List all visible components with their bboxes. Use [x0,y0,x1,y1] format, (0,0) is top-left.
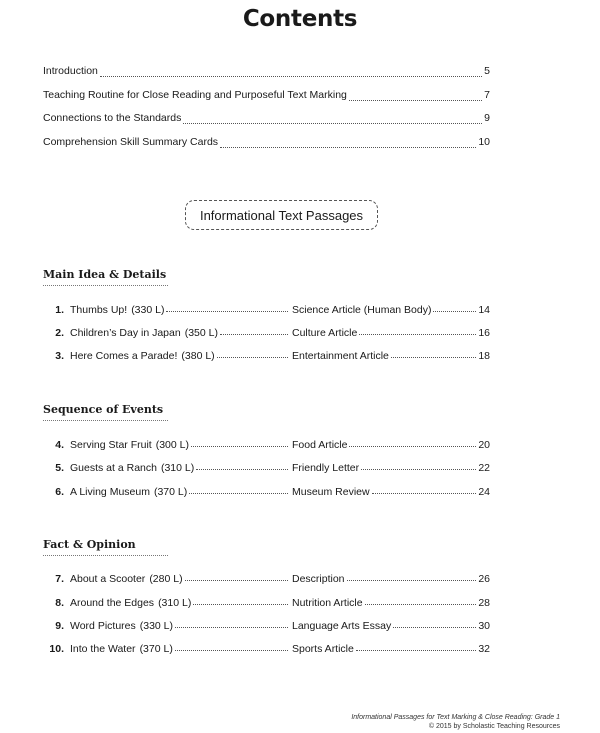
dot-leader [185,580,288,581]
entry-title: A Living Museum [70,486,150,498]
entry-genre: Friendly Letter [292,462,360,474]
dot-leader [372,493,477,494]
entry-title: Guests at a Ranch [70,462,157,474]
dot-leader [361,469,476,470]
dot-leader [349,100,482,101]
entry-number: 1. [55,304,64,316]
toc-page: 5 [484,65,490,77]
entry-title: Children’s Day in Japan [70,327,181,339]
entry-title: About a Scooter [70,573,146,585]
entry-title: Here Comes a Parade! [70,350,178,362]
entry-lexile: (300 L) [155,439,189,451]
entry-number: 6. [55,486,64,498]
entry-genre: Food Article [292,439,348,451]
entry-lexile: (370 L) [139,643,173,655]
section-heading-fact-opinion: Fact & Opinion [43,538,168,556]
entry-page: 18 [478,350,490,362]
toc-label: Introduction [43,65,98,77]
dot-leader [393,627,476,628]
dot-leader [217,357,288,358]
dot-leader [175,627,288,628]
dot-leader [191,446,288,447]
dot-leader [183,123,482,124]
passage-entry[interactable] [43,597,490,613]
entry-page: 26 [478,573,490,585]
entry-lexile: (310 L) [158,597,192,609]
entry-number: 8. [55,597,64,609]
entry-title: Serving Star Fruit [70,439,152,451]
dot-leader [189,493,288,494]
entry-title: Thumbs Up! [70,304,128,316]
entry-number: 5. [55,462,64,474]
dot-leader [166,311,288,312]
toc-label: Teaching Routine for Close Reading and Purposeful Text Marking [43,89,347,101]
entry-genre: Science Article (Human Body) [292,304,432,316]
entry-lexile: (380 L) [181,350,215,362]
entry-page: 30 [478,620,490,632]
page-footer [351,713,560,731]
entry-genre: Language Arts Essay [292,620,392,632]
passage-entry[interactable] [43,304,490,320]
dot-leader [391,357,476,358]
entry-lexile: (280 L) [149,573,183,585]
dot-leader [100,76,482,77]
section-banner: Informational Text Passages [185,200,378,230]
entry-title: Word Pictures [70,620,136,632]
entry-page: 22 [478,462,490,474]
passage-entry[interactable] [43,486,490,502]
entry-number: 10. [49,643,64,655]
dot-leader [220,147,476,148]
entry-page: 20 [478,439,490,451]
entry-page: 32 [478,643,490,655]
entry-lexile: (310 L) [160,462,195,474]
passage-entry[interactable] [43,643,490,659]
passage-entry[interactable] [43,620,490,636]
entry-title: Around the Edges [70,597,155,609]
entry-genre: Culture Article [292,327,358,339]
entry-lexile: (370 L) [153,486,188,498]
dot-leader [220,334,288,335]
entry-genre: Entertainment Article [292,350,389,362]
dot-leader [347,580,477,581]
footer-copyright: © 2015 by Scholastic Teaching Resources [428,723,560,730]
entry-page: 16 [478,327,490,339]
entry-lexile: (330 L) [139,620,174,632]
toc-label: Comprehension Skill Summary Cards [43,136,219,148]
passage-entry[interactable] [43,439,490,455]
passage-entry[interactable] [43,350,490,366]
entry-genre: Nutrition Article [292,597,363,609]
dot-leader [175,650,288,651]
entry-lexile: (330 L) [131,304,165,316]
section-heading-main-idea: Main Idea & Details [43,268,168,286]
dot-leader [365,604,477,605]
entry-page: 28 [478,597,490,609]
entry-number: 9. [55,620,64,632]
page-title: Contents [242,6,358,32]
dot-leader [349,446,476,447]
entry-page: 24 [478,486,490,498]
toc-label: Connections to the Standards [43,112,182,124]
entry-genre: Sports Article [292,643,354,655]
entry-title: Into the Water [70,643,136,655]
section-heading-sequence: Sequence of Events [43,403,168,421]
entry-number: 3. [55,350,64,362]
passage-entry[interactable] [43,573,490,589]
toc-page: 10 [478,136,490,148]
entry-lexile: (350 L) [184,327,218,339]
toc-page: 9 [484,112,490,124]
dot-leader [193,604,288,605]
entry-page: 14 [478,304,490,316]
toc-row-teaching-routine[interactable] [43,89,490,105]
toc-row-connections[interactable] [43,112,490,128]
passage-entry[interactable] [43,462,490,478]
toc-row-introduction[interactable] [43,65,490,81]
dot-leader [433,311,476,312]
entry-number: 4. [55,439,64,451]
toc-page: 7 [484,89,490,101]
entry-number: 2. [55,327,64,339]
entry-number: 7. [55,573,64,585]
entry-genre: Museum Review [292,486,370,498]
toc-row-summary-cards[interactable] [43,136,490,152]
dot-leader [359,334,476,335]
footer-book-title: Informational Passages for Text Marking & Close Reading: Grade 1 [351,714,560,721]
dot-leader [356,650,476,651]
dot-leader [196,469,288,470]
entry-genre: Description [292,573,345,585]
passage-entry[interactable] [43,327,490,343]
